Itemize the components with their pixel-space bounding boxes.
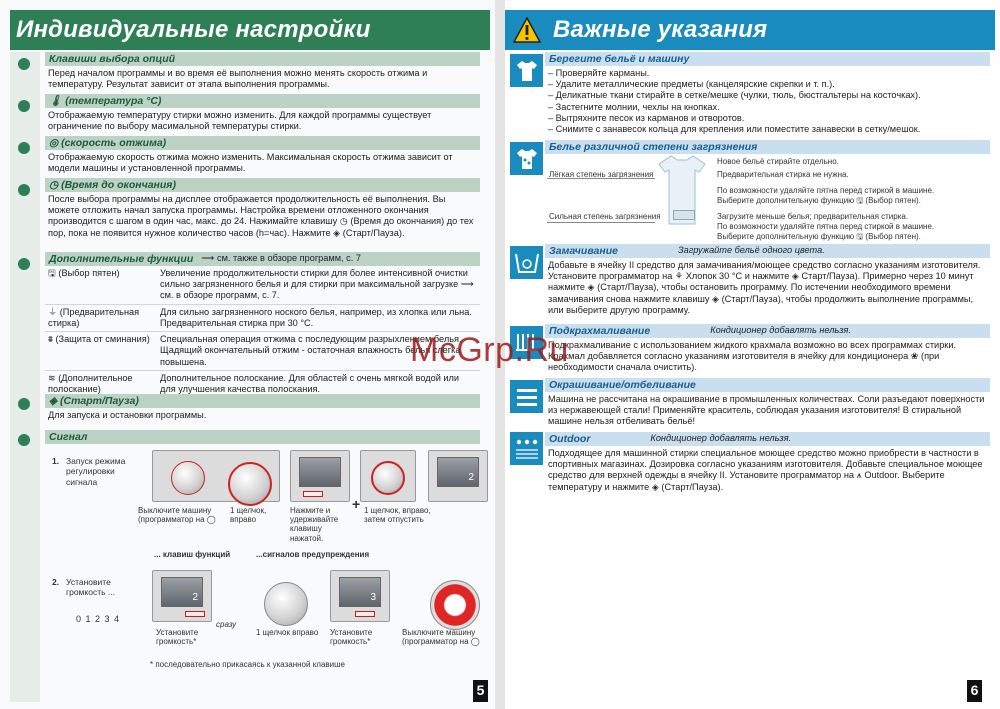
section-head: Белье различной степени загрязнения (545, 140, 990, 154)
control-panel (152, 570, 212, 622)
section-dye (545, 378, 990, 430)
plus-sign: + (352, 496, 361, 512)
section-head-title: Замачивание (549, 244, 618, 257)
screen-number: 3 (370, 591, 376, 603)
section-head (545, 324, 990, 338)
divider (547, 222, 655, 223)
section-head: Сигнал (45, 430, 480, 444)
dial-knob (430, 580, 480, 630)
section-head-note: Кондиционер добавлять нельзя. (710, 325, 851, 336)
option-label: ⏚ (Предварительная стирка) (45, 304, 157, 331)
caption: Установите громкость* (156, 628, 199, 647)
section-soak (545, 244, 990, 318)
section-extra-functions (45, 252, 480, 398)
dial-knob (171, 461, 205, 495)
soak-icon (510, 246, 543, 279)
display-screen (339, 577, 381, 607)
option-text: Дополнительное полоскание. Для областей с очень мягкой водой или для улучшения качества полоскания. (157, 370, 480, 397)
screen-number: 2 (468, 471, 474, 483)
caption: 1 щелчок, вправо (230, 506, 267, 525)
list-item: – Вытряхните песок из карманов и отворотов. (548, 112, 745, 123)
list-item: – Деликатные ткани стирайте в сетке/мешке (чулки, тюль, бюстгальтеры на косточках). (548, 90, 921, 101)
section-text: После выбора программы на дисплее отображается продолжительность её выполнения. Вы можете отложить начал запуска программы. Настройка времени отложенного окончания производится с шагом в один час, макс. до 24. Нажимайте клавишу ◷ (Время до окончания) до тех пор, пока не появится нужное количество часов (h=час). Нажмите ◈ (Старт/Пауза). (48, 194, 474, 238)
dial-knob (371, 461, 405, 495)
section-head: ◷ (Время до окончания) (45, 178, 480, 192)
section-head: Окрашивание/отбеливание (545, 378, 990, 392)
outdoor-icon (510, 432, 543, 465)
dial-knob (228, 462, 272, 506)
display-screen (161, 577, 203, 607)
section-end-time (45, 178, 480, 241)
section-head: Клавиши выбора опций (45, 52, 480, 66)
option-text: Увеличение продолжительности стирки для более интенсивной очистки сильно загрязненного белья и для стирки при максимальной загрузке ⟶ см. в обзоре программ, с. 7. (157, 266, 480, 304)
section-head-title: Дополнительные функции (49, 252, 194, 265)
caption: Выключите машину (программатор на ◯ (402, 628, 480, 647)
section-spin (45, 136, 480, 176)
section-head: ◈ (Старт/Пауза) (45, 394, 480, 408)
section-option-keys (45, 52, 480, 92)
dye-icon (510, 380, 543, 413)
page-title-left: Индивидуальные настройки (16, 16, 371, 44)
soiled-shirt-icon (510, 142, 543, 175)
control-panel (360, 450, 416, 502)
section-head: 🌡 (температура °C) (45, 94, 480, 108)
list-item: – Снимите с занавесок кольца для крепления или поместите занавески в сетку/мешок. (548, 124, 921, 135)
section-care (545, 52, 990, 137)
screen-number: 2 (192, 591, 198, 603)
dial-knob (264, 582, 308, 626)
caption: Выключите машину (программатор на ◯ (138, 506, 216, 525)
table-row (45, 304, 480, 331)
right-page (505, 0, 1000, 709)
bullet-dot (18, 100, 30, 112)
list-item: – Застегните молнии, чехлы на кнопках. (548, 101, 720, 112)
caption: Установите громкость* (330, 628, 373, 647)
section-soiling (545, 140, 990, 154)
page-title-right: Важные указания (553, 16, 768, 44)
caption: сразу (216, 620, 237, 629)
table-row (45, 266, 480, 304)
bullet-dot (18, 398, 30, 410)
bullet-dot (18, 434, 30, 446)
section-text: Подкрахмаливание с использованием жидкого крахмала возможно во всех программах стирки. Крахмал добавляется согласно указаниям изготовителя в ячейку для кондиционера ❀ (при необходимости сначала очистить). (548, 340, 957, 373)
caption: Нажмите и удерживайте клавишу нажатой. (290, 506, 339, 543)
caption: 1 щелчок вправо (256, 628, 319, 637)
soil-text: Новое бельё стирайте отдельно. (717, 157, 839, 166)
section-text: Перед началом программы и во время её выполнения можно менять скорость отжима и температуру. Результат зависит от этапа выполнения программы. (48, 68, 428, 90)
section-head-title: Outdoor (549, 432, 591, 445)
soil-level: Лёгкая степень загрязнения (549, 170, 654, 179)
section-head-note: Кондиционер добавлять нельзя. (650, 433, 792, 444)
step-number: 1. (52, 456, 60, 466)
section-signal (45, 430, 480, 444)
section-head (545, 432, 990, 446)
warning-icon (513, 17, 541, 43)
footnote: * последовательно прикасаясь к указанной клавише (150, 660, 345, 669)
section-head: ◎ (скорость отжима) (45, 136, 480, 150)
section-start-pause (45, 394, 480, 423)
subheading: ...сигналов предупреждения (256, 550, 370, 559)
function-key (303, 491, 323, 497)
control-panel (428, 450, 488, 502)
section-head-note: ⟶ см. также в обзоре программ, с. 7 (201, 253, 361, 264)
option-text: Для сильно загрязненного ноского белья, например, из хлопка или льна. Предварительная стирка при 30 °C. (157, 304, 480, 331)
soil-text: Загрузите меньше белья; предварительная стирка. (717, 212, 909, 221)
section-head-title: Подкрахмаливание (549, 324, 651, 337)
option-label: 🖫 (Выбор пятен) (45, 266, 157, 304)
subheading: ... клавиш функций (154, 550, 231, 559)
section-text (545, 66, 990, 137)
section-head (545, 244, 990, 258)
soil-text: По возможности удаляйте пятна перед стиркой в машине. Выберите дополнительную функцию 🖫 (Выбор пятен). (717, 186, 935, 205)
page-number: 6 (967, 680, 982, 702)
bullet-dot (18, 184, 30, 196)
step-label: Запуск режима регулировки сигнала (66, 456, 126, 487)
section-outdoor (545, 432, 990, 495)
section-starch (545, 324, 990, 376)
section-text: Отображаемую температуру стирки можно изменить. Для каждой программы существует ограничение по выбору масимальной температуры стирки. (48, 110, 432, 132)
soil-level: Сильная степень загрязнения (549, 212, 661, 221)
section-text: Отображаемую скорость отжима можно изменить. Максимальная скорость отжима зависит от модели машины и установленной программы. (48, 152, 453, 174)
section-text: Для запуска и остановки программы. (48, 410, 207, 420)
section-temperature (45, 94, 480, 134)
left-title-bar (10, 10, 490, 50)
option-text: Специальная операция отжима с последующим разрыхлением белья. Щадящий окончательный отжим - остаточная влажность белья слегка повышена. (157, 332, 480, 371)
step-number: 2. (52, 577, 60, 587)
left-sidebar (10, 52, 40, 702)
list-item: – Удалите металлические предметы (канцелярские скрепки и т. п.). (548, 79, 835, 90)
soil-text: По возможности удаляйте пятна перед стиркой в машине. Выберите дополнительную функцию 🖫 (Выбор пятен). (717, 222, 935, 241)
section-head-note: Загружайте бельё одного цвета. (677, 245, 825, 256)
section-head: Берегите бельё и машину (545, 52, 990, 66)
page-number: 5 (473, 680, 488, 702)
function-key (355, 611, 375, 617)
shirt-icon (510, 54, 543, 87)
caption: 1 щелчок, вправо, затем отпустить (364, 506, 431, 525)
section-text: Подходящее для машинной стирки специальное моющее средство можно приобрести в частности в спортивных магазинах. Дозировка согласно указаниям изготовителя. Добавьте специальное моющее средство для верхней одежды в ячейку II. Установите программатор на ⩚ Outdoor. Выберите температуру и нажмите ◈ (Старт/Пауза). (548, 448, 983, 492)
section-head (45, 252, 480, 266)
step-label: Установите громкость ... (66, 577, 115, 598)
bullet-dot (18, 142, 30, 154)
function-key (185, 611, 205, 617)
option-label: ≋ (Дополнительное полоскание) (45, 370, 157, 397)
control-panel (330, 570, 390, 622)
display-screen (299, 457, 341, 487)
watermark: McGrp.Ru (410, 331, 569, 369)
right-title-bar (505, 10, 995, 50)
volume-scale: 0 1 2 3 4 (76, 614, 121, 624)
option-label: ⩩ (Защита от сминания) (45, 332, 157, 371)
display-screen (437, 457, 479, 487)
section-text: Машина не рассчитана на окрашивание в промышленных количествах. Соли разъедают поверхности из нержавеющей стали! Применяйте краситель, соблюдая указания изготовителя! В стиральной машине нельзя отбеливать бельё! (548, 394, 985, 427)
section-text: Добавьте в ячейку II средство для замачивания/моющее средство согласно указаниям изготовителя. Установите программатор на ⚘ Хлопок 30 °C и нажмите ◈ Старт/Пауза). Примерно через 10 минут нажмите ◈ (Старт/Пауза), чтобы остановить программу. По истечении необходимого времени замачивания снова нажмите клавишу ◈ (Старт/Пауза), чтобы продолжить выполнение программы, или выберите другую программу. (548, 260, 981, 315)
stain-marker (673, 210, 695, 220)
soil-text: Предварительная стирка не нужна. (717, 170, 849, 179)
control-panel (290, 450, 350, 502)
list-item: – Проверяйте карманы. (548, 68, 650, 78)
bullet-dot (18, 58, 30, 70)
bullet-dot (18, 258, 30, 270)
